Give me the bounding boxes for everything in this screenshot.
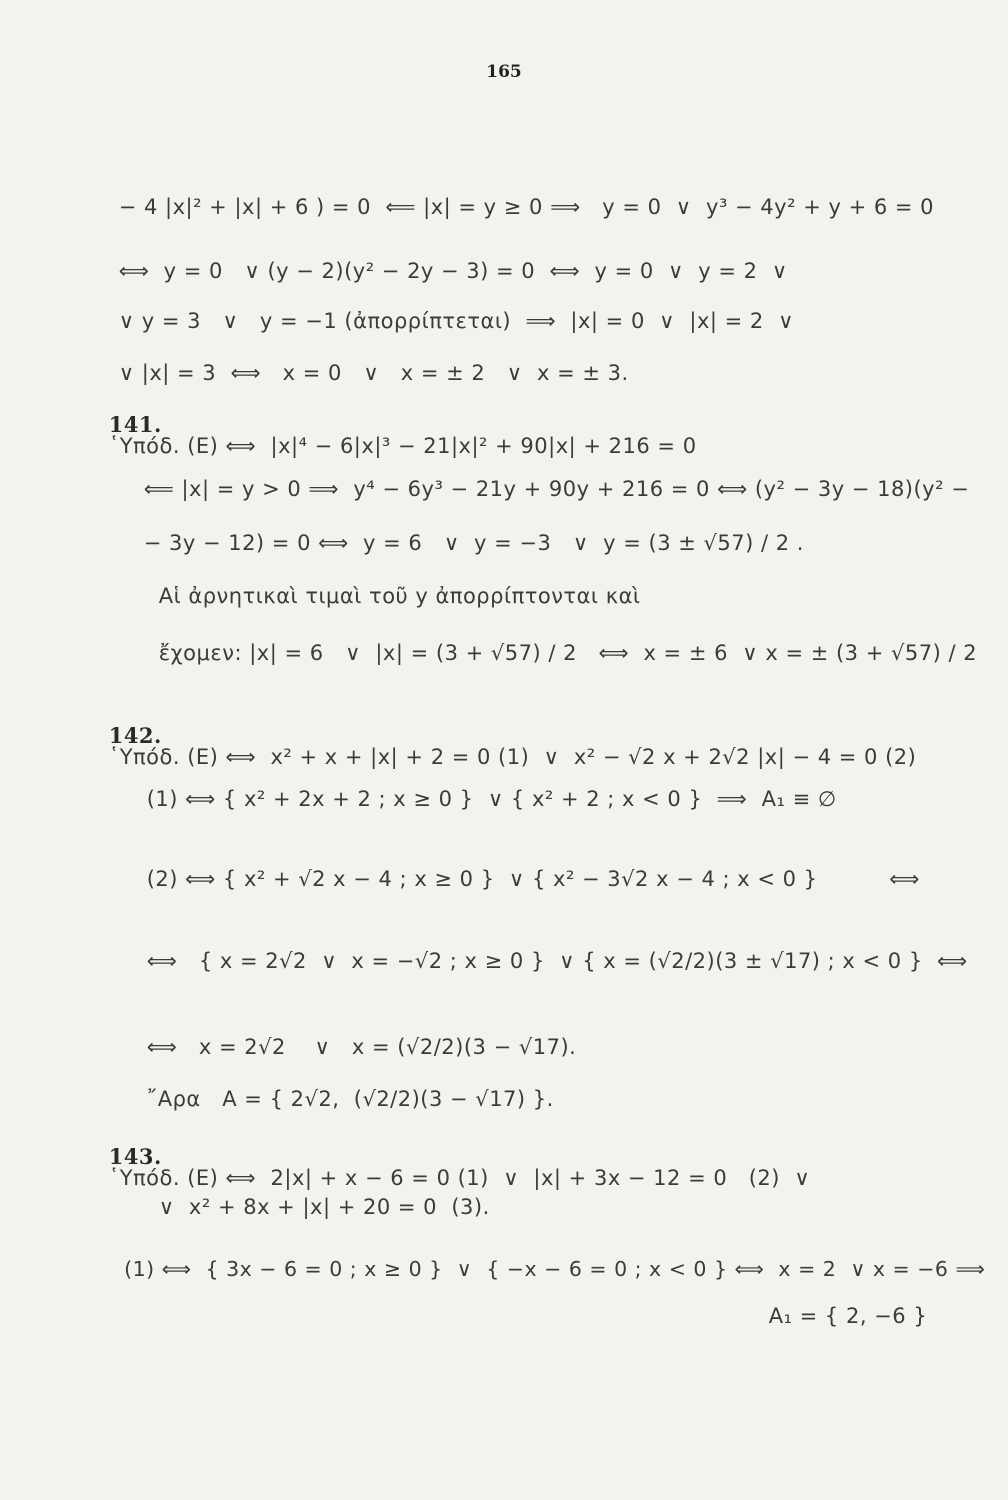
math-line-text: ∨ x² + 8x + |x| + 20 = 0 (3). [158, 1195, 490, 1219]
math-line-12 [118, 848, 920, 911]
math-line-11 [118, 768, 837, 831]
math-line-text: ῾Υπόδ. (Ε) ⟺ 2|x| + x − 6 = 0 (1) ∨ |x| + 3x − 12 = 0 (2) ∨ [108, 1166, 811, 1190]
math-line-15 [118, 1068, 554, 1131]
problem-number: 143. [108, 1144, 162, 1169]
math-line-8 [130, 565, 641, 628]
math-line-text: ῎Αρα A = { 2√2, (√2/2)(3 − √17) }. [146, 1087, 554, 1111]
math-line-text: ∨ y = 3 ∨ y = −1 (ἀπορρίπτεται) ⟹ |x| = 0 ∨ |x| = 2 ∨ [118, 309, 794, 333]
math-line-text: ⟸ |x| = y > 0 ⟹ y⁴ − 6y³ − 21y + 90y + 216 = 0 ⟺ (y² − 3y − 18)(y² − [143, 477, 970, 501]
math-line-text: ⟺ { x = 2√2 ∨ x = −√2 ; x ≥ 0 } ∨ { x = (√2/2)(3 ± √17) ; x < 0 } ⟺ [146, 949, 968, 973]
math-line-9 [130, 622, 977, 685]
math-line-text: Αἱ ἀρνητικαὶ τιμαὶ τοῦ y ἀπορρίπτονται καὶ [158, 584, 641, 608]
math-line-text: − 3y − 12) = 0 ⟺ y = 6 ∨ y = −3 ∨ y = (3 ± √57) / 2 . [143, 531, 804, 555]
page-number: 165 [486, 62, 522, 82]
math-line-text: ῾Υπόδ. (Ε) ⟺ x² + x + |x| + 2 = 0 (1) ∨ x² − √2 x + 2√2 |x| − 4 = 0 (2) [108, 745, 917, 769]
math-line-text: ⟺ y = 0 ∨ (y − 2)(y² − 2y − 3) = 0 ⟺ y = 0 ∨ y = 2 ∨ [118, 259, 788, 283]
math-line-text: A₁ = { 2, −6 } [768, 1304, 928, 1328]
math-line-text: ἔχομεν: |x| = 6 ∨ |x| = (3 + √57) / 2 ⟺ x = ± 6 ∨ x = ± (3 + √57) / 2 [158, 641, 978, 665]
math-line-text: ⟺ x = 2√2 ∨ x = (√2/2)(3 − √17). [146, 1035, 577, 1059]
math-line-17 [130, 1176, 490, 1239]
math-line-19 [740, 1285, 927, 1348]
problem-number: 141. [108, 412, 162, 437]
math-line-text: − 4 |x|² + |x| + 6 ) = 0 ⟸ |x| = y ≥ 0 ⟹ y = 0 ∨ y³ − 4y² + y + 6 = 0 [118, 195, 935, 219]
math-line-13 [118, 930, 968, 993]
math-line-text: (1) ⟺ { x² + 2x + 2 ; x ≥ 0 } ∨ { x² + 2 ; x < 0 } ⟹ A₁ ≡ ∅ [146, 787, 837, 811]
math-line-text: (1) ⟺ { 3x − 6 = 0 ; x ≥ 0 } ∨ { −x − 6 = 0 ; x < 0 } ⟺ x = 2 ∨ x = −6 ⟹ [124, 1256, 986, 1281]
math-line-text: ∨ |x| = 3 ⟺ x = 0 ∨ x = ± 2 ∨ x = ± 3. [118, 361, 629, 385]
math-line-1 [90, 176, 934, 239]
problem-number: 142. [108, 723, 162, 748]
math-line-text: (2) ⟺ { x² + √2 x − 4 ; x ≥ 0 } ∨ { x² − 3√2 x − 4 ; x < 0 } ⟺ [146, 867, 920, 891]
math-line-text: ῾Υπόδ. (Ε) ⟺ |x|⁴ − 6|x|³ − 21|x|² + 90|x| + 216 = 0 [108, 434, 697, 458]
